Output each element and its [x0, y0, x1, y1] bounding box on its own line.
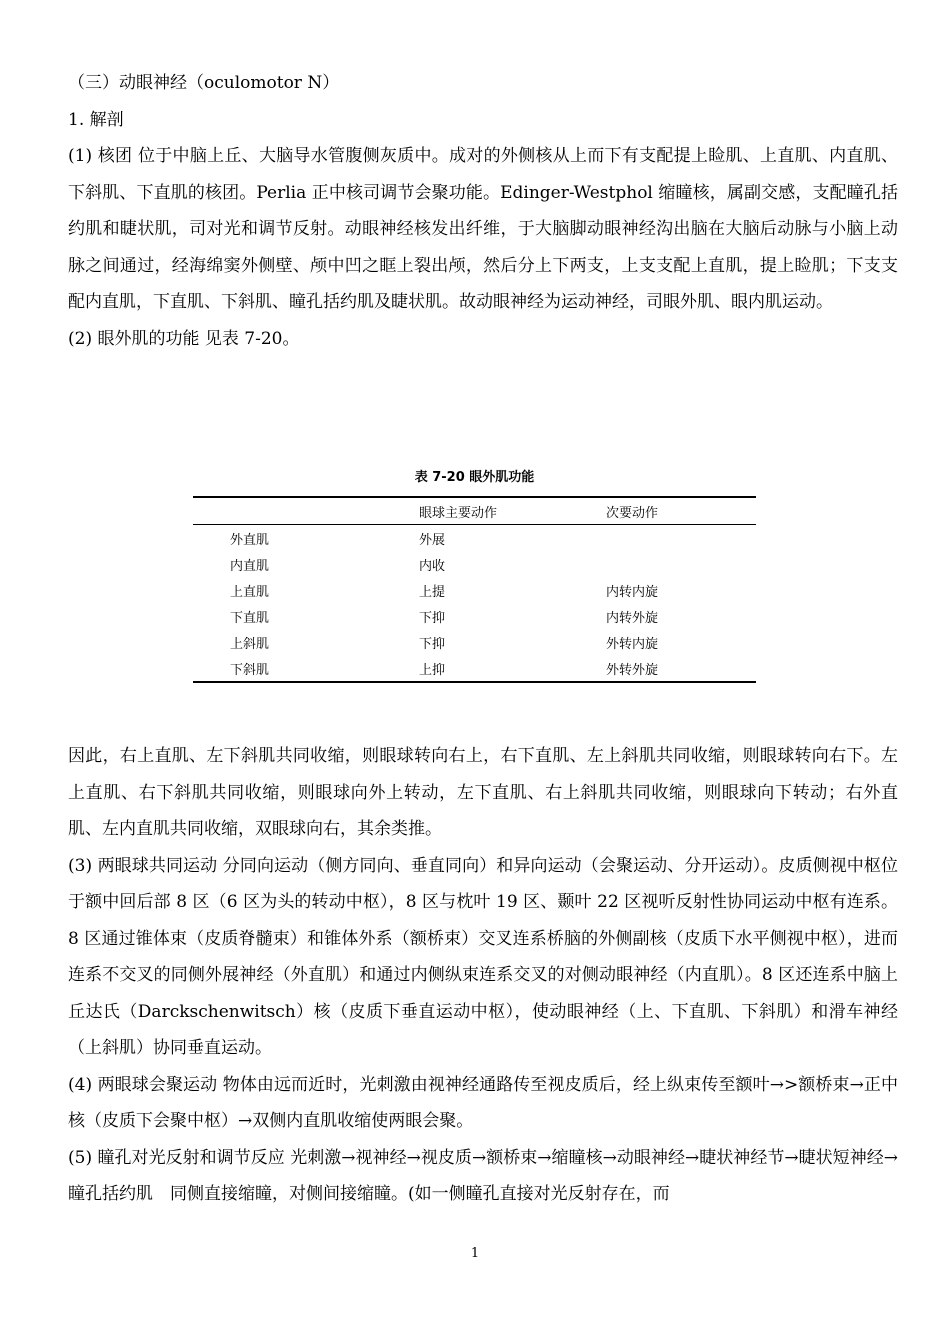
table-header-row — [193, 497, 756, 525]
primary-action-cell: 下抑 — [419, 610, 446, 626]
primary-action-cell: 外展 — [419, 532, 446, 548]
secondary-action-cell: 外转外旋 — [606, 662, 659, 678]
muscle-function-table-block — [193, 466, 756, 683]
secondary-action-cell: 外转内旋 — [606, 636, 659, 652]
muscle-name-cell: 下斜肌 — [230, 662, 270, 678]
muscle-name-cell: 内直肌 — [230, 558, 270, 574]
paragraph-muscle-function: (2) 眼外肌的功能 见表 7-20。 — [68, 328, 300, 349]
table-row — [193, 525, 756, 552]
bottom-text-section — [68, 738, 898, 1213]
table-header-cell: 眼球主要动作 — [419, 505, 498, 521]
table-row — [193, 655, 756, 682]
muscle-name-cell: 外直肌 — [230, 532, 270, 548]
paragraph-convergence: (4) 两眼球会聚运动 物体由远而近时，光刺激由视神经通路传至视皮质后，经上纵束传至额叶→>额桥束→正中核（皮质下会聚中枢）→双侧内直肌收缩使两眼会聚。 — [68, 1074, 898, 1131]
muscle-name-cell: 下直肌 — [230, 610, 270, 626]
secondary-action-cell: 内转内旋 — [606, 584, 659, 600]
muscle-name-cell: 上直肌 — [230, 584, 270, 600]
primary-action-cell: 内收 — [419, 558, 446, 574]
subsection-heading: 1. 解剖 — [68, 109, 124, 130]
table-header-cell — [193, 497, 419, 525]
secondary-action-cell: 内转外旋 — [606, 610, 659, 626]
table-row — [193, 629, 756, 655]
table-caption: 表 7-20 眼外肌功能 — [414, 470, 535, 485]
top-text-section — [68, 65, 898, 357]
table-row — [193, 603, 756, 629]
primary-action-cell: 上提 — [419, 584, 446, 600]
primary-action-cell: 下抑 — [419, 636, 446, 652]
table-row — [193, 577, 756, 603]
muscle-function-table — [193, 496, 756, 683]
paragraph-nucleus: (1) 核团 位于中脑上丘、大脑导水管腹侧灰质中。成对的外侧核从上而下有支配提上睑肌、上直肌、内直肌、下斜肌、下直肌的核团。Perlia 正中核司调节会聚功能。Edinger-Westphol 缩瞳核，属副交感，支配瞳孔括约肌和睫状肌，司对光和调节反射。动眼神经核发出纤维，于大脑脚动眼神经沟出脑在大脑后动脉与小脑上动脉之间通过，经海绵窦外侧壁、颅中凹之眶上裂出颅，然后分上下两支，上支支配上直肌，提上睑肌；下支支配内直肌，下直肌、下斜肌、瞳孔括约肌及睫状肌。故动眼神经为运动神经，司眼外肌、眼内肌运动。 — [68, 146, 898, 312]
paragraph-pupil-reflex: (5) 瞳孔对光反射和调节反应 光刺激→视神经→视皮质→额桥束→缩瞳核→动眼神经→睫状神经节→睫状短神经→瞳孔括约肌 同侧直接缩瞳，对侧间接缩瞳。(如一侧瞳孔直接对光反射存在，而 — [68, 1147, 898, 1204]
muscle-name-cell: 上斜肌 — [230, 636, 270, 652]
table-row — [193, 551, 756, 577]
page-number: 1 — [470, 1246, 480, 1261]
paragraph-combined-movement: 因此，右上直肌、左下斜肌共同收缩，则眼球转向右上，右下直肌、左上斜肌共同收缩，则眼球转向右下。左上直肌、右下斜肌共同收缩，则眼球向外上转动，左下直肌、右上斜肌共同收缩，则眼球向下转动；右外直肌、左内直肌共同收缩，双眼球向右，其余类推。 — [68, 746, 898, 839]
section-heading: （三）动眼神经（oculomotor N） — [68, 73, 340, 93]
table-header-cell: 次要动作 — [606, 505, 659, 521]
paragraph-conjugate-movement: (3) 两眼球共同运动 分同向运动（侧方同向、垂直同向）和异向运动（会聚运动、分开运动）。皮质侧视中枢位于额中回后部 8 区（6 区为头的转动中枢），8 区与枕叶 19 区、颞叶 22 区视听反射性协同运动中枢有连系。8 区通过锥体束（皮质脊髓束）和锥体外系（额桥束）交叉连系桥脑的外侧副核（皮质下水平侧视中枢），进而连系不交叉的同侧外展神经（外直肌）和通过内侧纵束连系交叉的对侧动眼神经（内直肌）。8 区还连系中脑上丘达氏（Darckschenwitsch）核（皮质下垂直运动中枢），使动眼神经（上、下直肌、下斜肌）和滑车神经（上斜肌）协同垂直运动。 — [68, 855, 898, 1058]
primary-action-cell: 上抑 — [419, 662, 446, 678]
secondary-action-cell — [606, 525, 756, 552]
secondary-action-cell — [606, 551, 756, 577]
